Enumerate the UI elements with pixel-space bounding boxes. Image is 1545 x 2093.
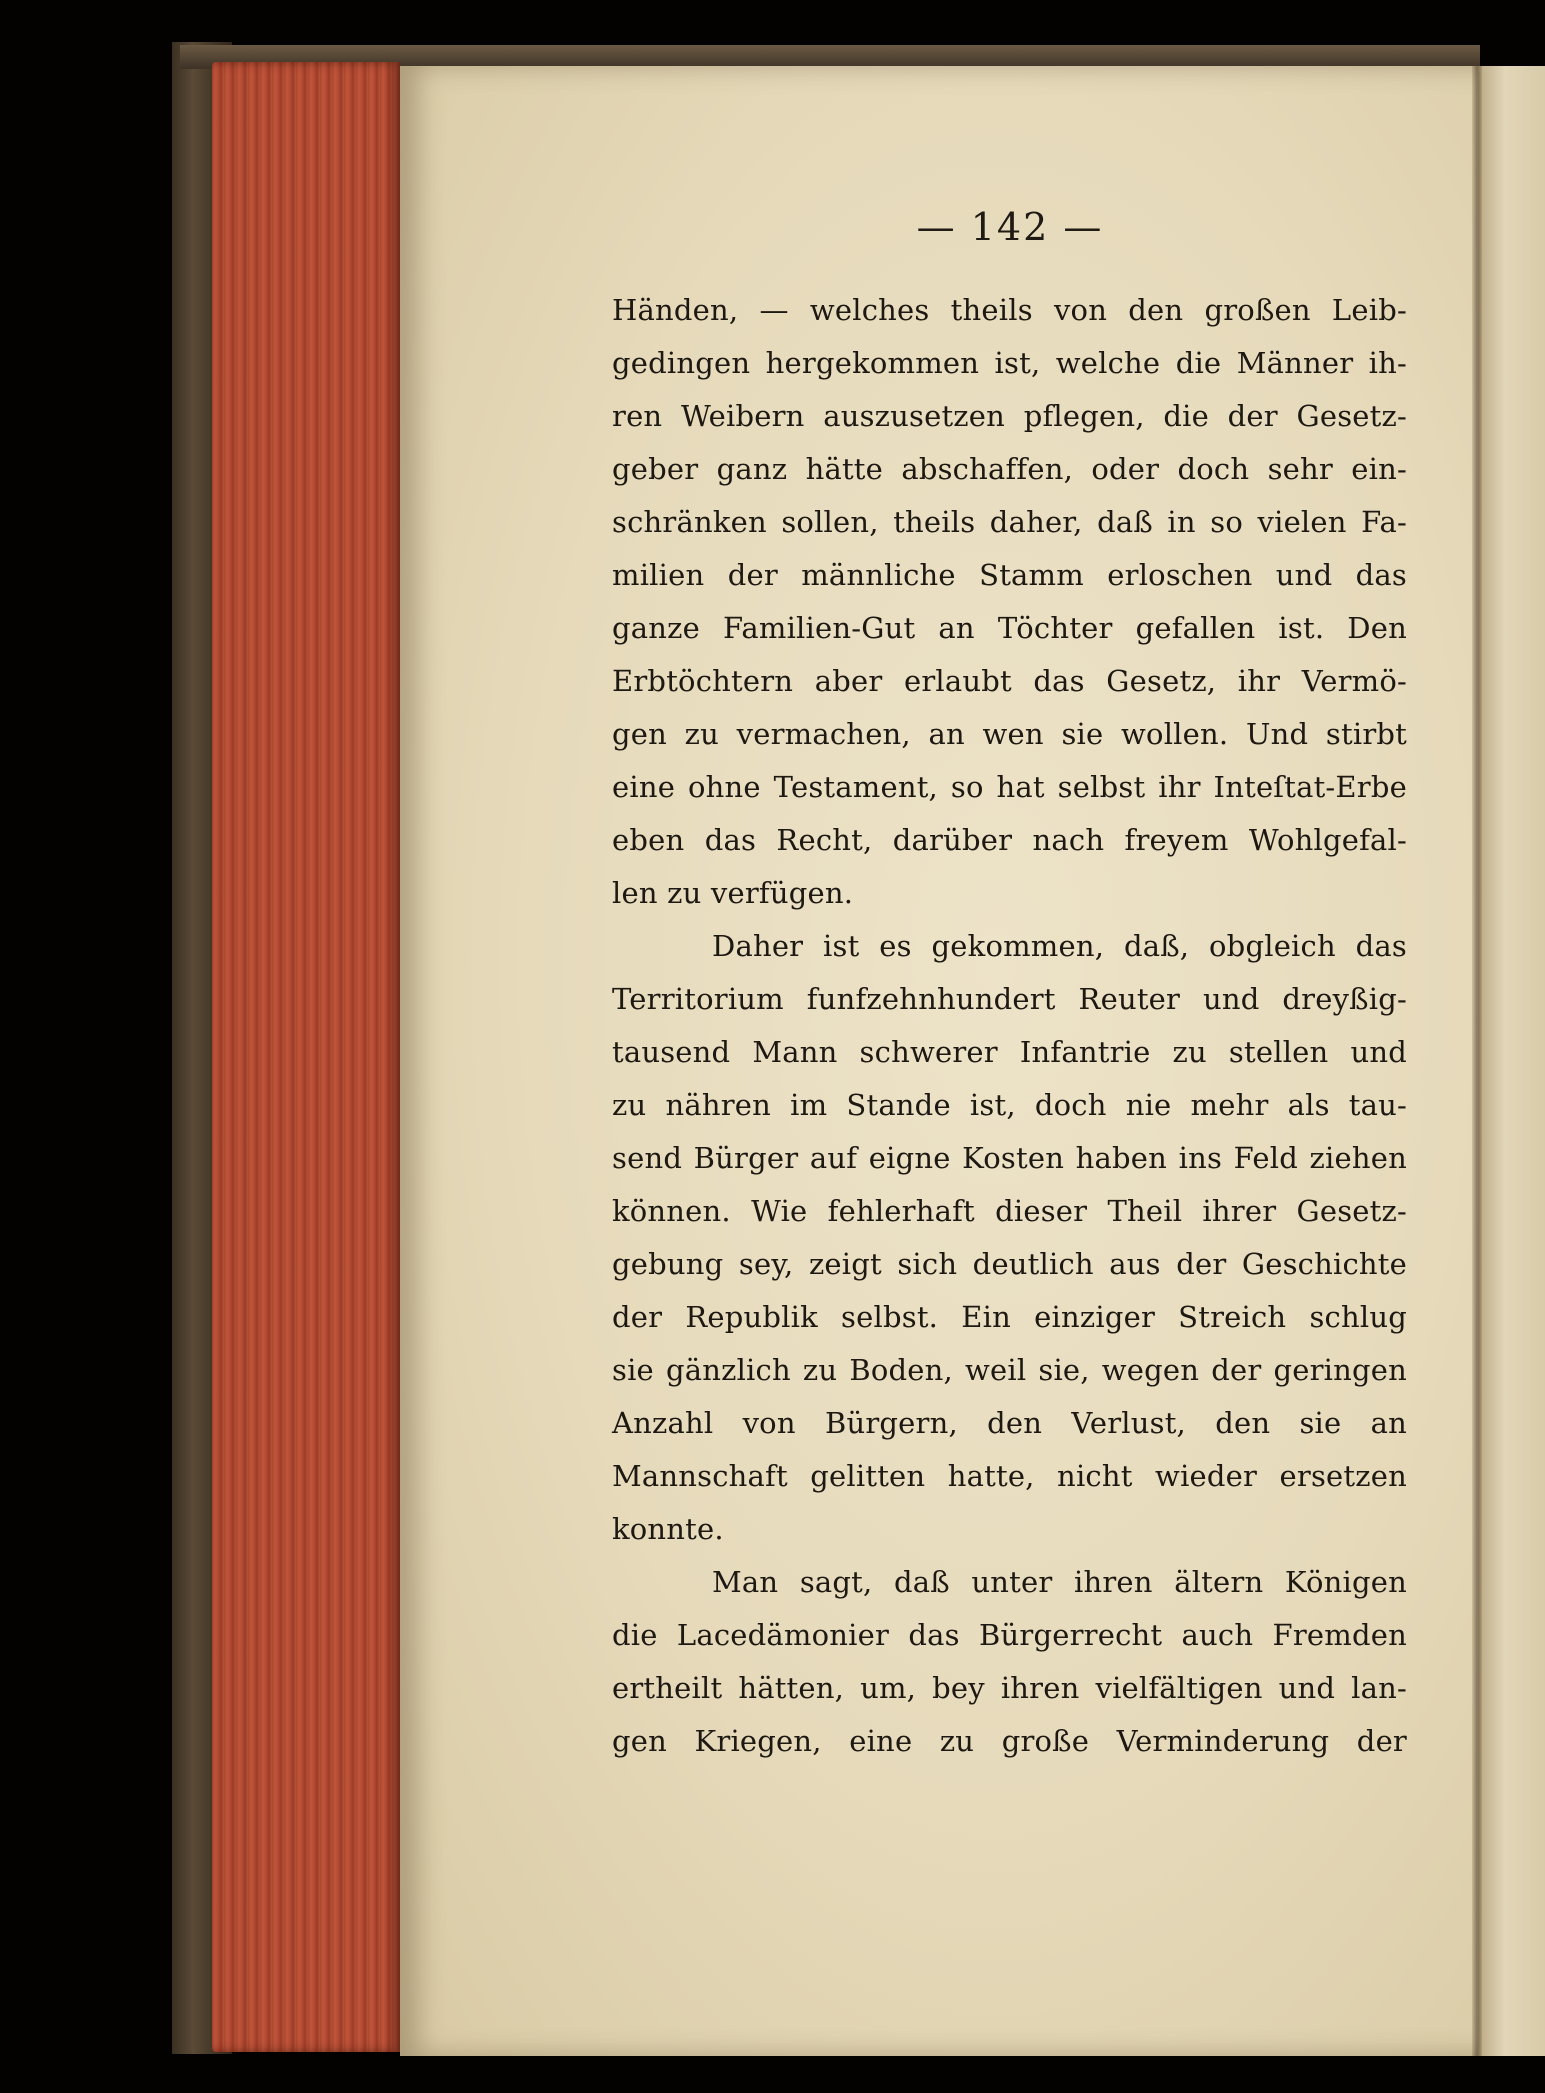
- text-line: gen Kriegen, eine zu große Verminderung der: [612, 1724, 1407, 1758]
- text-line: Erbtöchtern aber erlaubt das Gesetz, ihr Vermö-: [612, 664, 1407, 698]
- page-number: — 142 —: [916, 205, 1104, 249]
- facing-page-edge: [1478, 66, 1545, 2056]
- text-line: ganze Familien-Gut an Töchter gefallen ist. Den: [612, 611, 1407, 645]
- text-line: können. Wie fehlerhaft dieser Theil ihrer Gesetz-: [612, 1194, 1407, 1228]
- text-line: len zu verfügen.: [612, 876, 854, 910]
- text-line: gedingen hergekommen ist, welche die Männer ih-: [612, 346, 1407, 380]
- page-edges: [212, 62, 400, 2052]
- text-line: geber ganz hätte abschaffen, oder doch sehr ein-: [612, 452, 1407, 486]
- text-line: konnte.: [612, 1512, 724, 1546]
- text-line: Territorium funfzehnhundert Reuter und dreyßig-: [612, 982, 1407, 1016]
- text-line: gebung sey, zeigt sich deutlich aus der Geschichte: [612, 1247, 1407, 1281]
- text-line: tausend Mann schwerer Infantrie zu stellen und: [612, 1035, 1407, 1069]
- text-line: eben das Recht, darüber nach freyem Wohlgefal-: [612, 823, 1407, 857]
- body-text: [612, 284, 1407, 1768]
- text-line: eine ohne Testament, so hat selbst ihr Inteſtat-Erbe: [612, 770, 1407, 804]
- text-line: Händen, — welches theils von den großen Leib-: [612, 293, 1407, 327]
- text-line: der Republik selbst. Ein einziger Streich schlug: [612, 1300, 1407, 1334]
- text-line: Daher ist es gekommen, daß, obgleich das: [712, 929, 1407, 963]
- text-line: die Lacedämonier das Bürgerrecht auch Fremden: [612, 1618, 1407, 1652]
- text-line: ertheilt hätten, um, bey ihren vielfältigen und lan-: [612, 1671, 1407, 1705]
- text-line: milien der männliche Stamm erloschen und das: [612, 558, 1407, 592]
- text-line: Anzahl von Bürgern, den Verlust, den sie an: [612, 1406, 1407, 1440]
- text-line: sie gänzlich zu Boden, weil sie, wegen der geringen: [612, 1353, 1407, 1387]
- text-line: Mannschaft gelitten hatte, nicht wieder ersetzen: [612, 1459, 1407, 1493]
- text-line: ren Weibern auszusetzen pflegen, die der Gesetz-: [612, 399, 1407, 433]
- text-line: zu nähren im Stande ist, doch nie mehr als tau-: [612, 1088, 1407, 1122]
- text-line: send Bürger auf eigne Kosten haben ins Feld ziehen: [612, 1141, 1407, 1175]
- text-line: gen zu vermachen, an wen sie wollen. Und stirbt: [612, 717, 1407, 751]
- text-line: schränken sollen, theils daher, daß in so vielen Fa-: [612, 505, 1407, 539]
- text-line: Man sagt, daß unter ihren ältern Königen: [712, 1565, 1407, 1599]
- page-gutter: [1472, 66, 1482, 2056]
